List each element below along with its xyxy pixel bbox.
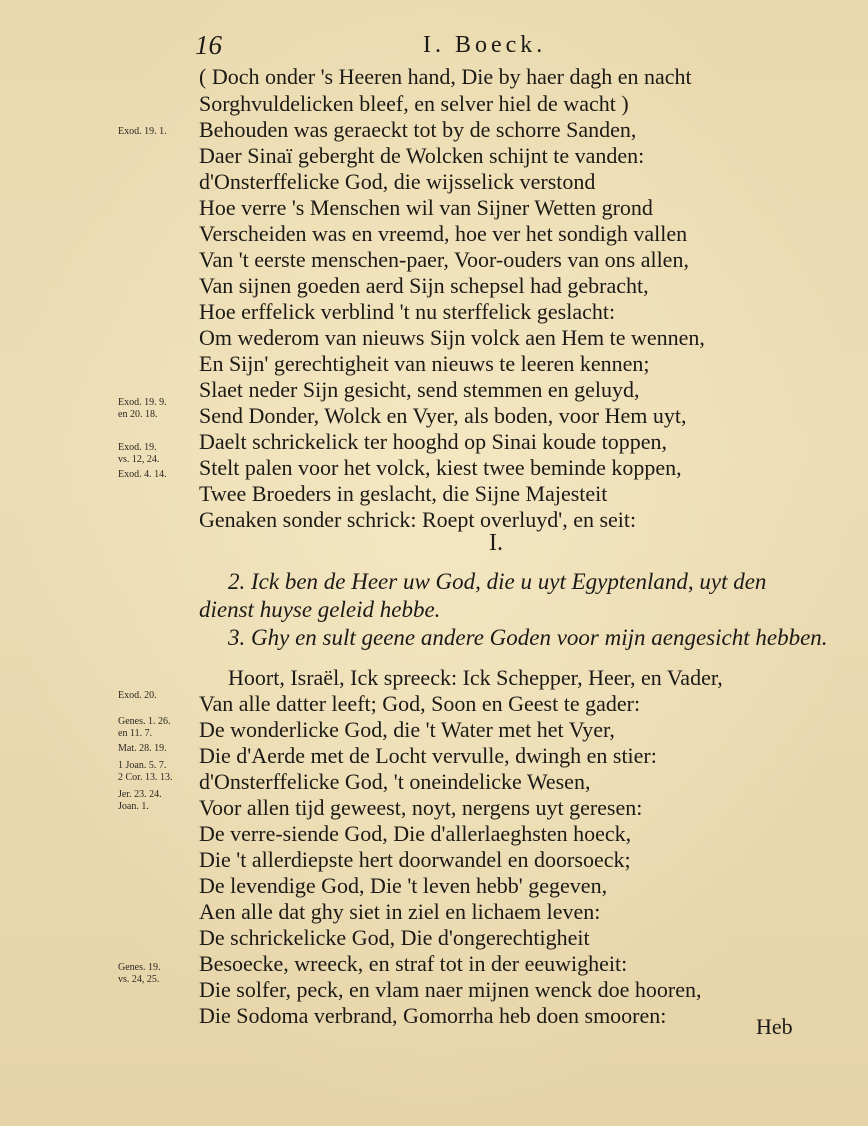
verse-line: De wonderlicke God, die 't Water met het Vyer, (199, 717, 615, 742)
verse-line: Genaken sonder schrick: Roept overluyd', en seit: (199, 507, 637, 532)
margin-note-line: Genes. 19. (118, 962, 161, 973)
verse-line: Van sijnen goeden aerd Sijn schepsel had gebracht, (199, 273, 649, 298)
margin-note (118, 397, 198, 421)
verse-line: Van alle datter leeft; God, Soon en Geest te gader: (199, 691, 641, 716)
verse-line: Aen alle dat ghy siet in ziel en lichaem leven: (199, 899, 601, 924)
verse-line: Die 't allerdiepste hert doorwandel en doorsoeck; (199, 847, 631, 872)
margin-note-line: 2 Cor. 13. 13. (118, 772, 173, 783)
margin-note-line: Genes. 1. 26. (118, 716, 171, 727)
catchword: Heb (756, 1014, 793, 1039)
margin-note (118, 690, 198, 702)
verse-line: Voor allen tijd geweest, noyt, nergens uyt geresen: (199, 795, 643, 820)
margin-note (118, 760, 198, 784)
verse-line: d'Onsterffelicke God, 't oneindelicke Wesen, (199, 769, 591, 794)
verse-line: De verre-siende God, Die d'allerlaeghsten hoeck, (199, 821, 632, 846)
margin-note (118, 716, 198, 740)
verse-line: Die Sodoma verbrand, Gomorrha heb doen smooren: (199, 1003, 667, 1028)
margin-note (118, 743, 198, 755)
margin-note-line: Jer. 23. 24. (118, 789, 162, 800)
page-number: 16 (195, 30, 222, 60)
verse-line: Hoe verre 's Menschen wil van Sijner Wetten grond (199, 195, 653, 220)
margin-note-line: vs. 24, 25. (118, 974, 160, 985)
commandment-line: 3. Ghy en sult geene andere Goden voor mijn aengesicht hebben. (228, 625, 828, 650)
verse-line: Verscheiden was en vreemd, hoe ver het sondigh vallen (199, 221, 688, 246)
verse-line: De schrickelicke God, Die d'ongerechtigheit (199, 925, 590, 950)
verse-line: Die solfer, peck, en vlam naer mijnen wenck doe hooren, (199, 977, 702, 1002)
margin-note (118, 469, 198, 481)
margin-note-line: vs. 12, 24. (118, 454, 160, 465)
verse-line: Besoecke, wreeck, en straf tot in der eeuwigheit: (199, 951, 628, 976)
margin-note-line: Exod. 4. 14. (118, 469, 167, 480)
margin-note-line: Mat. 28. 19. (118, 743, 167, 754)
running-head: I. Boeck. (423, 32, 547, 58)
verse-line: Van 't eerste menschen-paer, Voor-ouders van ons allen, (199, 247, 689, 272)
margin-note (118, 126, 198, 138)
verse-line: ( Doch onder 's Heeren hand, Die by haer dagh en nacht (199, 64, 692, 89)
margin-note-line: Exod. 19. 1. (118, 126, 167, 137)
margin-note (118, 962, 198, 986)
margin-note-line: 1 Joan. 5. 7. (118, 760, 167, 771)
margin-note-line: en 20. 18. (118, 409, 158, 420)
section-numeral: I. (489, 530, 503, 556)
margin-note (118, 789, 198, 813)
verse-line: Behouden was geraeckt tot by de schorre Sanden, (199, 117, 637, 142)
verse-line: Die d'Aerde met de Locht vervulle, dwingh en stier: (199, 743, 657, 768)
verse-line: Slaet neder Sijn gesicht, send stemmen en geluyd, (199, 377, 640, 402)
margin-note-line: en 11. 7. (118, 728, 153, 739)
margin-note-line: Exod. 19. (118, 442, 157, 453)
verse-line: De levendige God, Die 't leven hebb' gegeven, (199, 873, 608, 898)
verse-line: Twee Broeders in geslacht, die Sijne Majesteit (199, 481, 608, 506)
verse-line: d'Onsterffelicke God, die wijsselick verstond (199, 169, 596, 194)
commandment-line: 2. Ick ben de Heer uw God, die u uyt Egyptenland, uyt den (228, 569, 767, 594)
verse-line: Om wederom van nieuws Sijn volck aen Hem te wennen, (199, 325, 705, 350)
verse-line: Stelt palen voor het volck, kiest twee beminde koppen, (199, 455, 682, 480)
margin-note-line: Exod. 19. 9. (118, 397, 167, 408)
margin-note-line: Joan. 1. (118, 801, 149, 812)
page-header (195, 30, 755, 66)
verse-line: Daer Sinaï geberght de Wolcken schijnt te vanden: (199, 143, 645, 168)
margin-note-line: Exod. 20. (118, 690, 157, 701)
commandment-line: dienst huyse geleid hebbe. (199, 597, 441, 622)
verse-line: Sorghvuldelicken bleef, en selver hiel de wacht ) (199, 91, 629, 116)
margin-note (118, 442, 198, 466)
verse-line: Send Donder, Wolck en Vyer, als boden, voor Hem uyt, (199, 403, 687, 428)
verse-line: Daelt schrickelick ter hooghd op Sinai koude toppen, (199, 429, 667, 454)
verse-line: Hoort, Israël, Ick spreeck: Ick Schepper, Heer, en Vader, (228, 665, 723, 690)
verse-line: En Sijn' gerechtigheit van nieuws te leeren kennen; (199, 351, 650, 376)
verse-line: Hoe erffelick verblind 't nu sterffelick geslacht: (199, 299, 616, 324)
